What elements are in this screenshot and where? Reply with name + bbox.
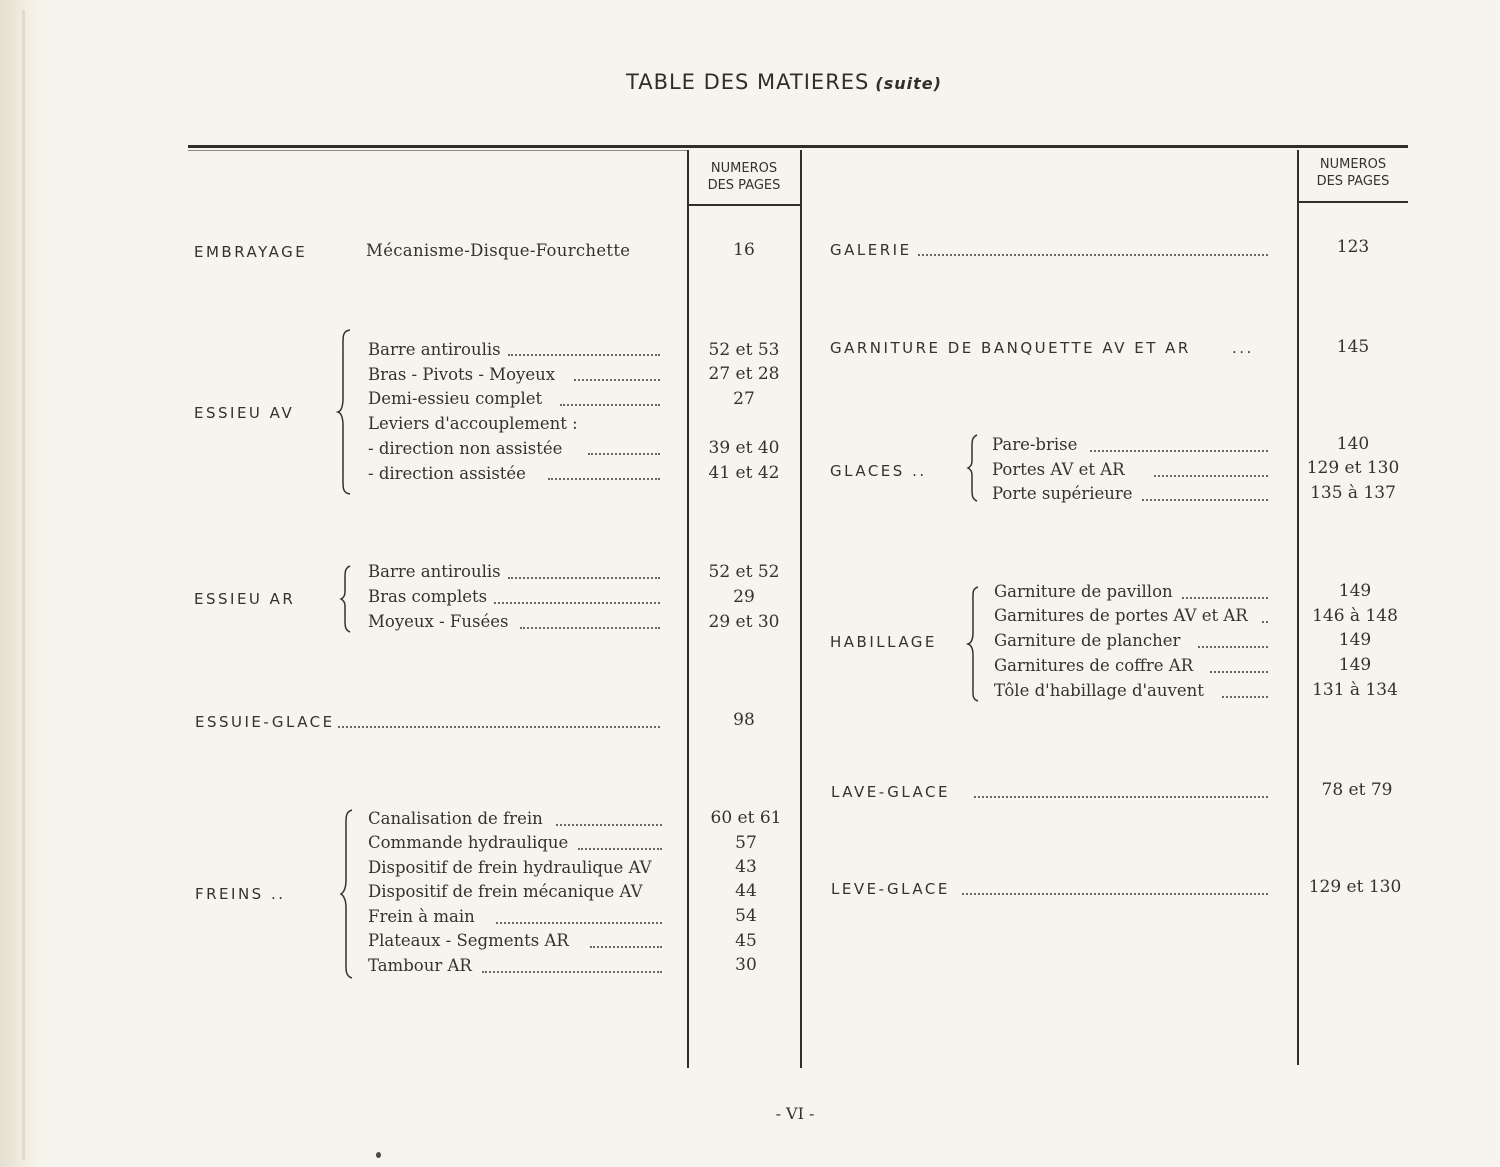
dot-leader — [588, 453, 660, 455]
dot-leader — [918, 254, 1268, 256]
entry-text: Moyeux - Fusées — [368, 612, 509, 631]
entry-text: Frein à main — [368, 907, 475, 926]
page-number: 16 — [733, 240, 755, 260]
page-number: 149 — [1338, 581, 1372, 601]
page-number: 135 à 137 — [1310, 483, 1396, 503]
entry-text: Garniture de plancher — [994, 631, 1181, 650]
entry-text: Porte supérieure — [992, 484, 1133, 503]
page-number: 57 — [735, 833, 757, 853]
page-number: 60 et 61 — [710, 808, 782, 828]
header-line-1: NUMEROS — [710, 161, 778, 176]
ink-spot — [376, 1152, 381, 1158]
page-number: 29 — [733, 587, 755, 607]
entry-text: Mécanisme-Disque-Fourchette — [366, 241, 631, 260]
dot-leader — [556, 824, 662, 826]
page-number: 98 — [733, 710, 755, 730]
entry-text: Portes AV et AR — [992, 460, 1125, 479]
garniture-leader: ... — [1232, 339, 1254, 357]
header-line-2: DES PAGES — [1316, 174, 1390, 189]
page-number: 146 à 148 — [1312, 606, 1398, 626]
title-main: TABLE DES MATIERES — [626, 70, 870, 94]
dot-leader — [590, 946, 662, 948]
section-label-garniture: GARNITURE DE BANQUETTE AV ET AR — [830, 339, 1191, 357]
page-number: 129 et 130 — [1306, 458, 1400, 478]
left-pages-header — [688, 160, 800, 194]
dot-leader — [560, 404, 660, 406]
header-line-2: DES PAGES — [707, 178, 781, 193]
page-number: 29 et 30 — [708, 612, 780, 632]
page-number: 129 et 130 — [1308, 877, 1402, 897]
section-label-lave-glace: LAVE-GLACE — [831, 783, 950, 801]
dot-leader — [548, 478, 660, 480]
dot-leader — [1262, 621, 1268, 623]
entry-text: Demi-essieu complet — [368, 389, 543, 408]
entry-text: Garnitures de coffre AR — [994, 656, 1194, 675]
section-label-embrayage: EMBRAYAGE — [194, 243, 308, 261]
top-rule — [188, 145, 1408, 148]
dot-leader — [1142, 499, 1268, 501]
dot-leader — [1198, 646, 1268, 648]
page-number: 27 — [733, 389, 755, 409]
page-number: 30 — [735, 955, 757, 975]
entry-text: Leviers d'accouplement : — [368, 414, 578, 433]
page-number: 131 à 134 — [1312, 680, 1398, 700]
entry-text: Dispositif de frein hydraulique AV — [368, 858, 652, 877]
dot-leader — [1210, 671, 1268, 673]
entry-text: Plateaux - Segments AR — [368, 931, 569, 950]
page-number: 41 et 42 — [708, 463, 780, 483]
page-number: 45 — [735, 931, 757, 951]
entry-text: Commande hydraulique — [368, 833, 569, 852]
dot-leader — [1182, 597, 1268, 599]
page-edge-line — [22, 10, 25, 1160]
page-number: 52 et 52 — [708, 562, 780, 582]
entry-text: Garnitures de portes AV et AR — [994, 606, 1248, 625]
dot-leader — [482, 971, 662, 973]
left-header-underline — [687, 204, 802, 206]
dot-leader — [520, 627, 660, 629]
section-label-essieu-ar: ESSIEU AR — [194, 590, 296, 608]
page-number: 52 et 53 — [708, 340, 780, 360]
brace-habillage — [966, 585, 984, 703]
dot-leader — [1090, 450, 1268, 452]
dot-leader — [338, 726, 660, 728]
brace-glaces — [966, 433, 982, 503]
entry-text: Tôle d'habillage d'auvent — [994, 681, 1204, 700]
entry-text: Bras complets — [368, 587, 488, 606]
entry-text: Barre antiroulis — [368, 340, 501, 359]
brace-essieu-av — [336, 328, 356, 496]
left-pages-column-left-border — [687, 150, 689, 1068]
top-rule-thin — [188, 150, 688, 151]
entry-text: Dispositif de frein mécanique AV — [368, 882, 643, 901]
page-number: 149 — [1338, 630, 1372, 650]
section-label-essuie-glace: ESSUIE-GLACE — [195, 713, 335, 731]
entry-text: Pare-brise — [992, 435, 1078, 454]
dot-leader — [508, 577, 660, 579]
right-header-underline — [1297, 201, 1408, 203]
dot-leader — [496, 922, 662, 924]
page-title — [626, 70, 942, 94]
title-suite: (suite) — [875, 74, 942, 93]
header-line-1: NUMEROS — [1319, 157, 1387, 172]
section-label-habillage: HABILLAGE — [830, 633, 937, 651]
entry-text: - direction non assistée — [368, 439, 563, 458]
page-edge-shadow — [0, 0, 40, 1167]
section-label-galerie: GALERIE — [830, 241, 912, 259]
right-pages-header — [1298, 156, 1408, 190]
page-number: 123 — [1336, 237, 1370, 257]
entry-text: Bras - Pivots - Moyeux — [368, 365, 556, 384]
page-folio: - VI - — [775, 1104, 815, 1123]
section-label-freins: FREINS .. — [195, 885, 286, 903]
page-number: 54 — [735, 906, 757, 926]
dot-leader — [494, 602, 660, 604]
page-number: 78 et 79 — [1321, 780, 1393, 800]
section-label-essieu-av: ESSIEU AV — [194, 404, 295, 422]
page-number: 27 et 28 — [708, 364, 780, 384]
entry-text: Tambour AR — [368, 956, 472, 975]
section-label-glaces: GLACES .. — [830, 462, 927, 480]
dot-leader — [1222, 696, 1268, 698]
dot-leader — [578, 848, 662, 850]
right-pages-column-left-border — [1297, 150, 1299, 1065]
brace-essieu-ar — [338, 564, 356, 634]
page-number: 43 — [735, 857, 757, 877]
dot-leader — [1154, 475, 1268, 477]
brace-freins — [338, 808, 358, 980]
entry-text: Barre antiroulis — [368, 562, 501, 581]
dot-leader — [974, 796, 1268, 798]
entry-text: Garniture de pavillon — [994, 582, 1173, 601]
entry-text: - direction assistée — [368, 464, 526, 483]
entry-text: Canalisation de frein — [368, 809, 543, 828]
page-number: 149 — [1338, 655, 1372, 675]
page-number: 145 — [1336, 337, 1370, 357]
page-number: 44 — [735, 881, 757, 901]
section-label-leve-glace: LEVE-GLACE — [831, 880, 950, 898]
page-number: 39 et 40 — [708, 438, 780, 458]
dot-leader — [508, 354, 660, 356]
page-number: 140 — [1336, 434, 1370, 454]
dot-leader — [574, 379, 660, 381]
dot-leader — [962, 893, 1268, 895]
